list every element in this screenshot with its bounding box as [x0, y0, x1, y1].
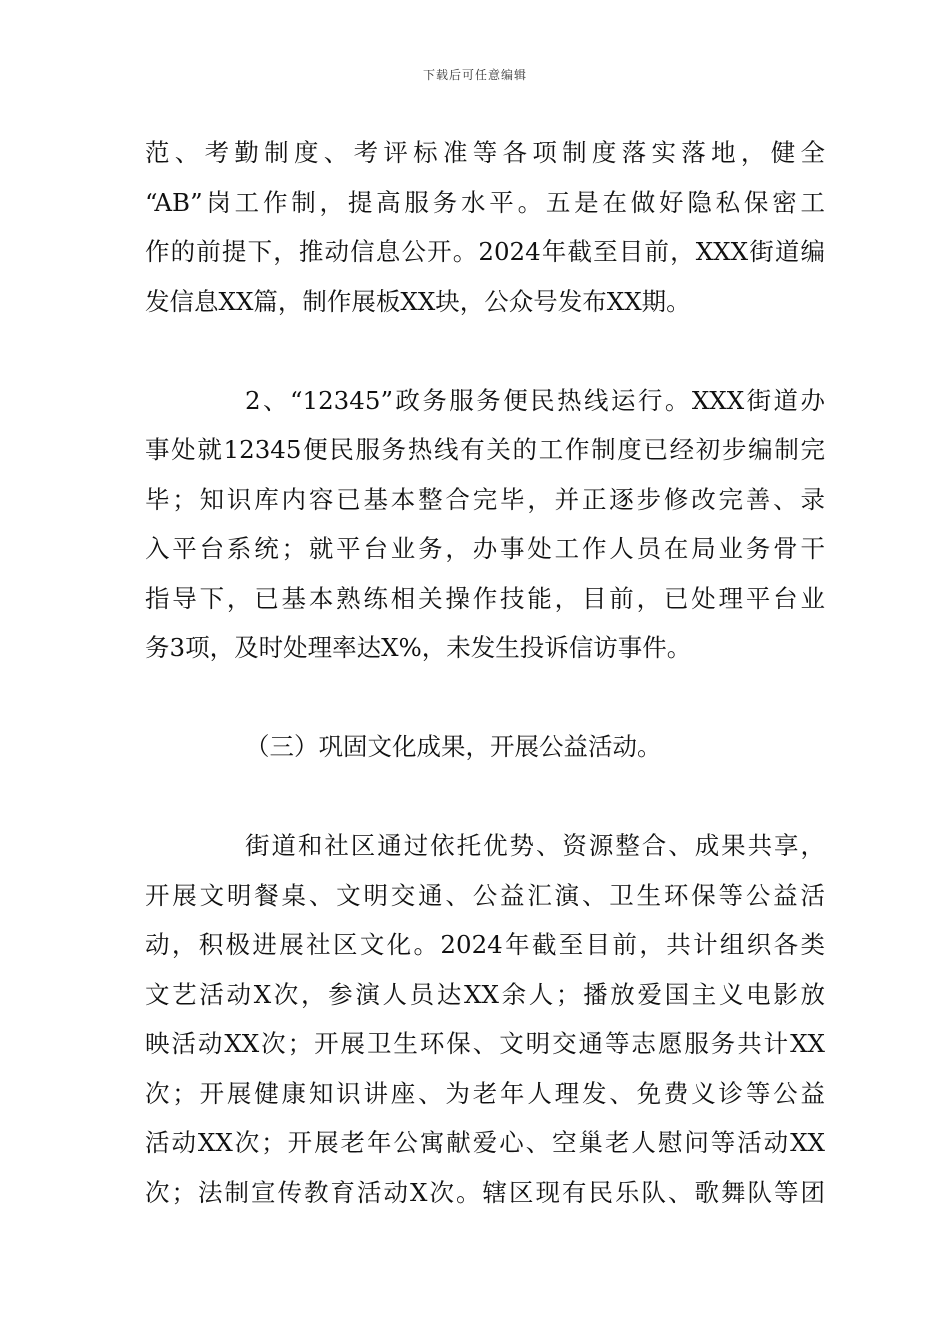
text-line: 毕；知识库内容已基本整合完毕，并正逐步修改完善、录 [145, 484, 825, 514]
text-line: 活动XX次；开展老年公寓献爱心、空巢老人慰问等活动XX [145, 1128, 825, 1157]
text-line: 发信息XX篇，制作展板XX块，公众号发布XX期。 [145, 286, 691, 316]
paragraph-gap [145, 326, 825, 376]
section-heading: （三）巩固文化成果，开展公益活动。 [245, 732, 662, 761]
text-line: 作的前提下，推动信息公开。2024年截至目前，XXX街道编 [145, 237, 825, 266]
page-header-note: 下载后可任意编辑 [422, 68, 527, 82]
text-line: “AB”岗工作制，提高服务水平。五是在做好隐私保密工 [145, 187, 825, 217]
text-line: 文艺活动X次，参演人员达XX余人；播放爱国主义电影放 [145, 979, 825, 1009]
document-body [145, 128, 825, 1217]
paragraph-gap [145, 673, 825, 723]
text-line: 次；开展健康知识讲座、为老年人理发、免费义诊等公益 [145, 1078, 825, 1108]
text-line: 街道和社区通过依托优势、资源整合、成果共享， [245, 831, 825, 860]
text-line: 入平台系统；就平台业务，办事处工作人员在局业务骨干 [145, 534, 825, 563]
text-line: 次；法制宣传教育活动X次。辖区现有民乐队、歌舞队等团 [145, 1177, 825, 1207]
paragraph-gap [145, 772, 825, 822]
text-line: 指导下，已基本熟练相关操作技能，目前，已处理平台业 [145, 583, 825, 613]
text-line: 范、考勤制度、考评标准等各项制度落实落地，健全 [145, 138, 825, 167]
text-line: 动，积极进展社区文化。2024年截至目前，共计组织各类 [145, 930, 825, 959]
text-line: 务3项，及时处理率达X%，未发生投诉信访事件。 [145, 633, 692, 662]
text-line: 开展文明餐桌、文明交通、公益汇演、卫生环保等公益活 [145, 880, 825, 910]
text-line: 事处就12345便民服务热线有关的工作制度已经初步编制完 [145, 435, 825, 464]
text-line: 2、“12345”政务服务便民热线运行。XXX街道办 [245, 385, 825, 415]
text-line: 映活动XX次；开展卫生环保、文明交通等志愿服务共计XX [145, 1029, 825, 1058]
